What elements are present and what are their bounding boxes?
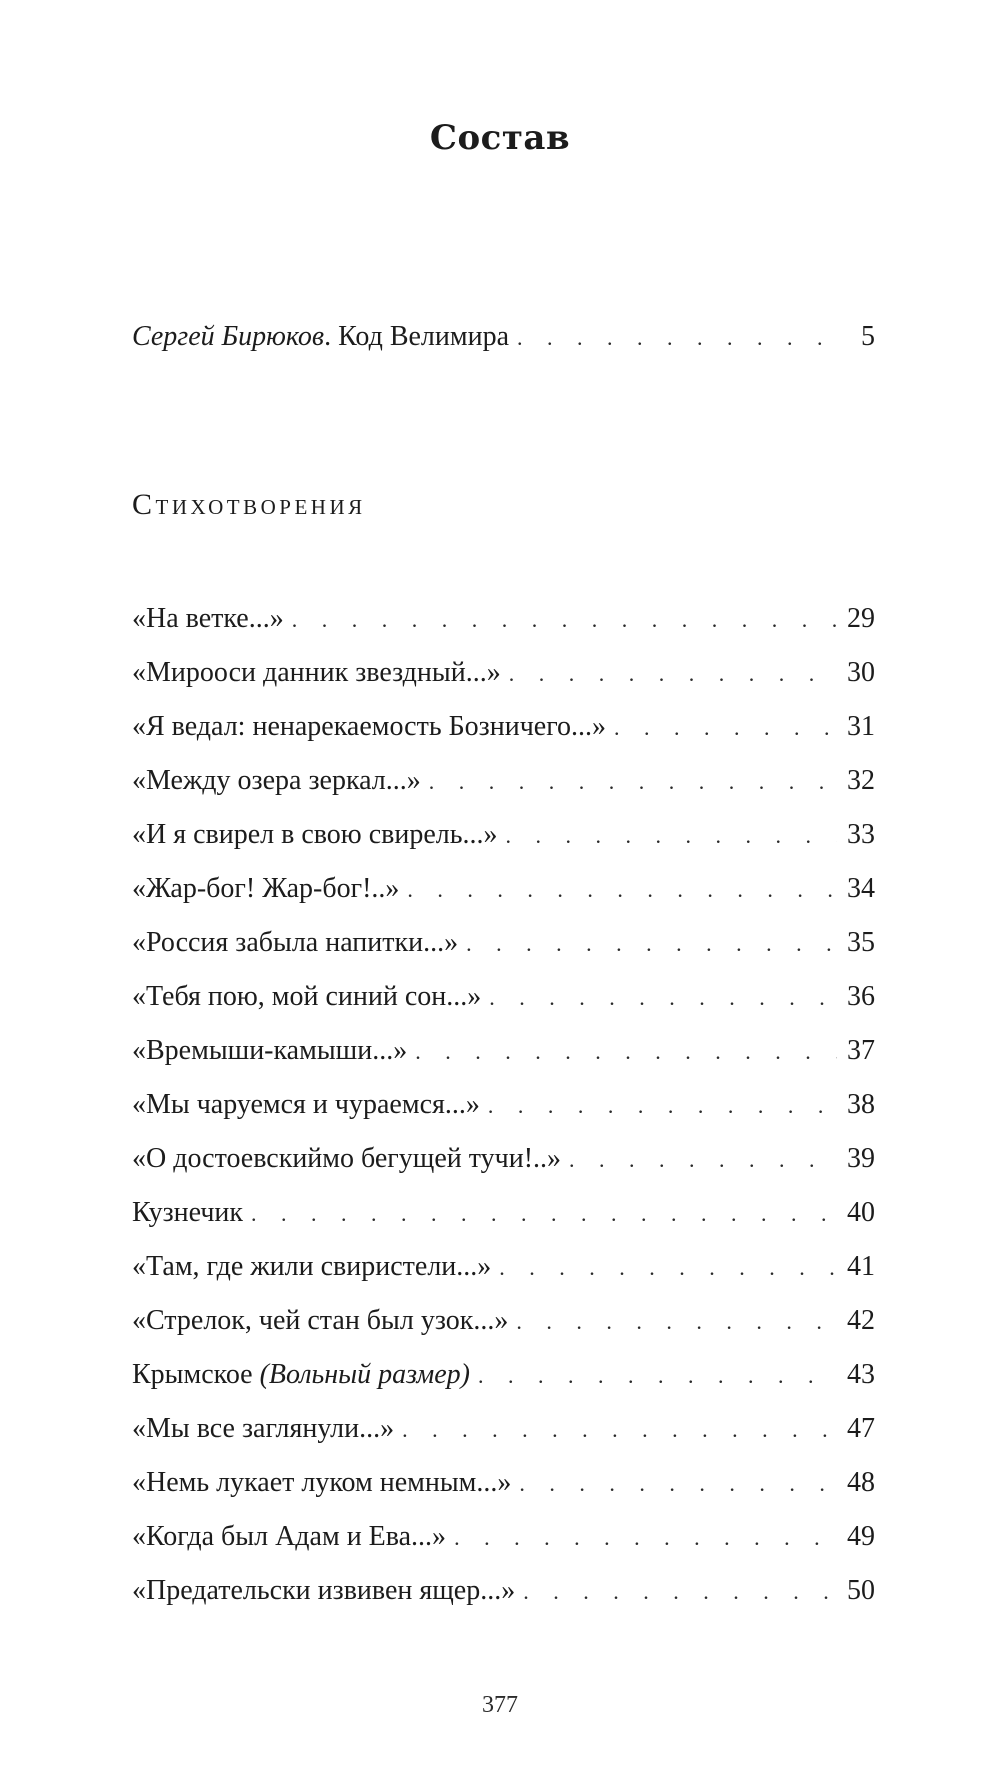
dot-leader (407, 863, 837, 917)
entry-title: «Времыши-камыши...» (132, 1035, 408, 1066)
dot-leader (614, 701, 837, 755)
page-number: 37 (847, 1035, 875, 1066)
toc-entry[interactable] (132, 1024, 875, 1078)
entry-title: «Мирооси данник звездный...» (132, 657, 501, 688)
dot-leader (489, 971, 837, 1025)
dot-leader (478, 1349, 837, 1403)
toc-entry[interactable] (132, 1186, 875, 1240)
entry-title: «Мы все заглянули...» (132, 1413, 395, 1444)
entry-title: «О достоевскиймо бегущей тучи!..» (132, 1143, 562, 1174)
dot-leader (499, 1241, 837, 1295)
dot-leader (402, 1403, 837, 1457)
toc-entry-intro[interactable] (132, 310, 875, 364)
page-number: 35 (847, 927, 875, 958)
entry-title: «Россия забыла напитки...» (132, 927, 459, 958)
dot-leader (454, 1511, 837, 1565)
page-number: 43 (847, 1359, 875, 1390)
poem-entry-list (132, 592, 875, 1618)
dot-leader (509, 647, 837, 701)
page-number: 34 (847, 873, 875, 904)
entry-title: «Немь лукает луком немным...» (132, 1467, 512, 1498)
entry-title: Кузнечик (132, 1197, 244, 1228)
page-number: 49 (847, 1521, 875, 1552)
section-heading: Стихотворения (132, 488, 366, 521)
entry-title: «На ветке...» (132, 603, 284, 634)
toc-entry[interactable] (132, 1348, 875, 1402)
toc-entry[interactable] (132, 916, 875, 970)
toc-entry[interactable] (132, 1132, 875, 1186)
page-folio-number: 377 (482, 1692, 518, 1718)
entry-title: «Я ведал: ненарекаемость Бозничего...» (132, 711, 607, 742)
toc-entry[interactable] (132, 1402, 875, 1456)
entry-note: (Вольный размер) (259, 1359, 470, 1390)
page-number: 40 (847, 1197, 875, 1228)
dot-leader (519, 1457, 837, 1511)
dot-leader (251, 1187, 837, 1241)
dot-leader (516, 1295, 837, 1349)
entry-title: «Мы чаруемся и чураемся...» (132, 1089, 480, 1120)
dot-leader (415, 1025, 837, 1079)
toc-entry-text (132, 310, 509, 364)
toc-entry[interactable] (132, 700, 875, 754)
author-separator: . (324, 321, 339, 352)
page-number: 42 (847, 1305, 875, 1336)
dot-leader (569, 1133, 837, 1187)
dot-leader (506, 809, 837, 863)
toc-entry[interactable] (132, 970, 875, 1024)
page-number: 29 (847, 603, 875, 634)
toc-entry[interactable] (132, 1456, 875, 1510)
page-number: 33 (847, 819, 875, 850)
toc-entry[interactable] (132, 1294, 875, 1348)
page-title: Состав (429, 118, 571, 158)
entry-title: «Там, где жили свиристели...» (132, 1251, 492, 1282)
dot-leader (292, 593, 837, 647)
page-number: 32 (847, 765, 875, 796)
toc-entry[interactable] (132, 1240, 875, 1294)
page-number: 31 (847, 711, 875, 742)
page-number: 5 (861, 321, 875, 352)
page-number: 39 (847, 1143, 875, 1174)
page-number: 36 (847, 981, 875, 1012)
dot-leader (523, 1565, 837, 1619)
intro-entry-list (132, 310, 875, 364)
entry-title: «Предательски извивен ящер...» (132, 1575, 516, 1606)
toc-entry[interactable] (132, 1078, 875, 1132)
toc-entry[interactable] (132, 1510, 875, 1564)
entry-title: «Тебя пою, мой синий сон...» (132, 981, 482, 1012)
dot-leader (517, 311, 837, 365)
page-number: 50 (847, 1575, 875, 1606)
toc-entry[interactable] (132, 862, 875, 916)
entry-title: Крымское (132, 1359, 253, 1390)
page-number: 30 (847, 657, 875, 688)
author-name: Сергей Бирюков (132, 321, 325, 352)
page-number: 48 (847, 1467, 875, 1498)
work-title: Код Велимира (338, 321, 510, 352)
entry-title: «Стрелок, чей стан был узок...» (132, 1305, 509, 1336)
page-number: 38 (847, 1089, 875, 1120)
entry-title: «Когда был Адам и Ева...» (132, 1521, 447, 1552)
entry-title: «Между озера зеркал...» (132, 765, 421, 796)
dot-leader (466, 917, 837, 971)
toc-entry[interactable] (132, 592, 875, 646)
dot-leader (488, 1079, 837, 1133)
toc-entry[interactable] (132, 808, 875, 862)
dot-leader (429, 755, 837, 809)
entry-title-with-note (132, 1348, 470, 1402)
page-number: 41 (847, 1251, 875, 1282)
toc-entry[interactable] (132, 754, 875, 808)
toc-entry[interactable] (132, 1564, 875, 1618)
toc-entry[interactable] (132, 646, 875, 700)
page-number: 47 (847, 1413, 875, 1444)
entry-title: «Жар-бог! Жар-бог!..» (132, 873, 400, 904)
entry-title: «И я свирел в свою свирель...» (132, 819, 498, 850)
